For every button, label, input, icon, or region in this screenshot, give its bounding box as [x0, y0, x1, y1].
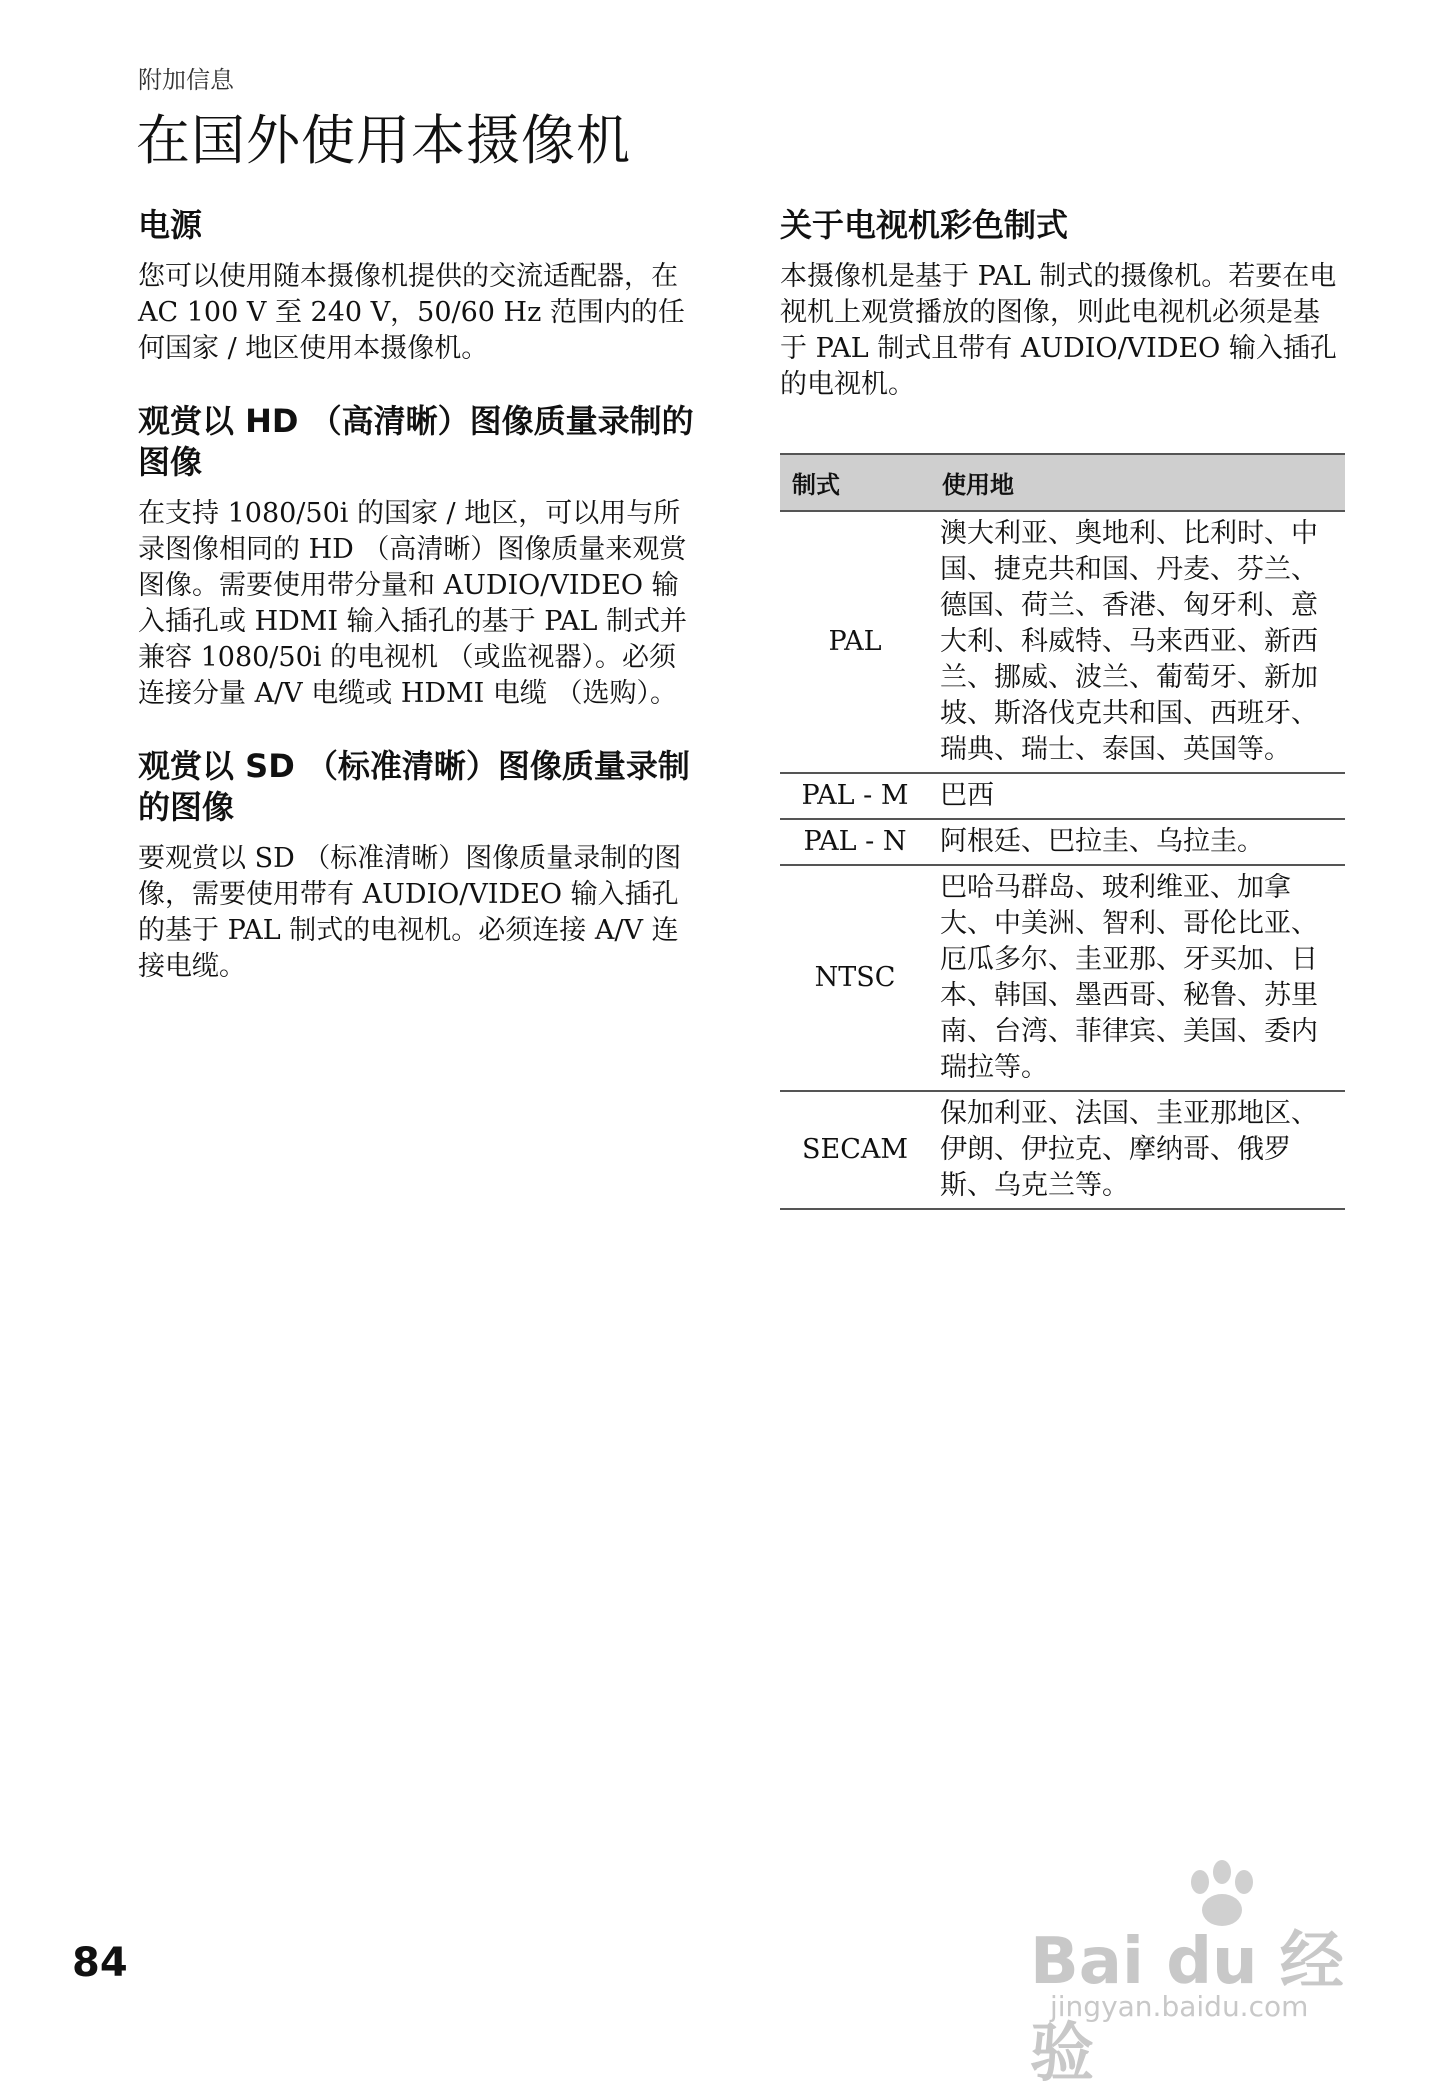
color-system-body: 本摄像机是基于 PAL 制式的摄像机。若要在电视机上观赏播放的图像，则此电视机必须是基于 PAL 制式且带有 AUDIO/VIDEO 输入插孔的电视机。	[780, 260, 1337, 400]
table-header-row	[780, 454, 1345, 511]
watermark-url: jingyan.baidu.com	[1050, 1990, 1309, 2023]
table-row	[780, 1091, 1345, 1209]
page-title: 在国外使用本摄像机	[136, 109, 631, 172]
table-header-places: 使用地	[930, 454, 1345, 511]
sd-heading: 观赏以 SD （标准清晰）图像质量录制的图像	[138, 746, 690, 827]
places-cell: 澳大利亚、奥地利、比利时、中国、捷克共和国、丹麦、芬兰、德国、荷兰、香港、匈牙利、意大利、科威特、马来西亚、新西兰、挪威、波兰、葡萄牙、新加坡、斯洛伐克共和国、西班牙、瑞典、瑞士、泰国、英国等。	[930, 511, 1345, 773]
color-system-table	[780, 453, 1345, 1210]
power-heading: 电源	[138, 206, 203, 244]
table-row	[780, 511, 1345, 773]
places-cell: 保加利亚、法国、圭亚那地区、伊朗、伊拉克、摩纳哥、俄罗斯、乌克兰等。	[930, 1091, 1345, 1209]
system-cell: PAL - N	[780, 819, 930, 865]
system-cell: SECAM	[780, 1091, 930, 1209]
baidu-watermark	[1030, 1880, 1370, 2091]
system-cell: PAL - M	[780, 773, 930, 819]
table-header-system: 制式	[780, 454, 930, 511]
system-cell: NTSC	[780, 865, 930, 1091]
places-cell: 巴西	[930, 773, 1345, 819]
system-cell: PAL	[780, 511, 930, 773]
sd-body: 要观赏以 SD （标准清晰）图像质量录制的图像，需要使用带有 AUDIO/VIDEO 输入插孔的基于 PAL 制式的电视机。必须连接 A/V 连接电缆。	[138, 842, 682, 982]
watermark-main-text: Bai du 经验	[1030, 1925, 1344, 2091]
places-cell: 阿根廷、巴拉圭、乌拉圭。	[930, 819, 1345, 865]
table-row	[780, 865, 1345, 1091]
section-label: 附加信息	[138, 66, 234, 94]
power-body: 您可以使用随本摄像机提供的交流适配器，在 AC 100 V 至 240 V，50/60 Hz 范围内的任何国家 / 地区使用本摄像机。	[138, 260, 685, 364]
right-column	[780, 205, 1345, 1210]
color-system-heading: 关于电视机彩色制式	[780, 206, 1069, 244]
places-cell: 巴哈马群岛、玻利维亚、加拿大、中美洲、智利、哥伦比亚、厄瓜多尔、圭亚那、牙买加、日本、韩国、墨西哥、秘鲁、苏里南、台湾、菲律宾、美国、委内瑞拉等。	[930, 865, 1345, 1091]
hd-heading: 观赏以 HD （高清晰）图像质量录制的图像	[138, 401, 694, 482]
hd-body: 在支持 1080/50i 的国家 / 地区，可以用与所录图像相同的 HD （高清晰）图像质量来观赏图像。需要使用带分量和 AUDIO/VIDEO 输入插孔或 HDMI 输入插孔的基于 PAL 制式并兼容 1080/50i 的电视机 （或监视器）。必须连接分量 A/V 电缆或 HDMI 电缆 （选购）。	[138, 497, 687, 709]
left-column	[138, 205, 703, 1019]
table-row	[780, 773, 1345, 819]
page-number: 84	[72, 1940, 128, 1986]
table-row	[780, 819, 1345, 865]
